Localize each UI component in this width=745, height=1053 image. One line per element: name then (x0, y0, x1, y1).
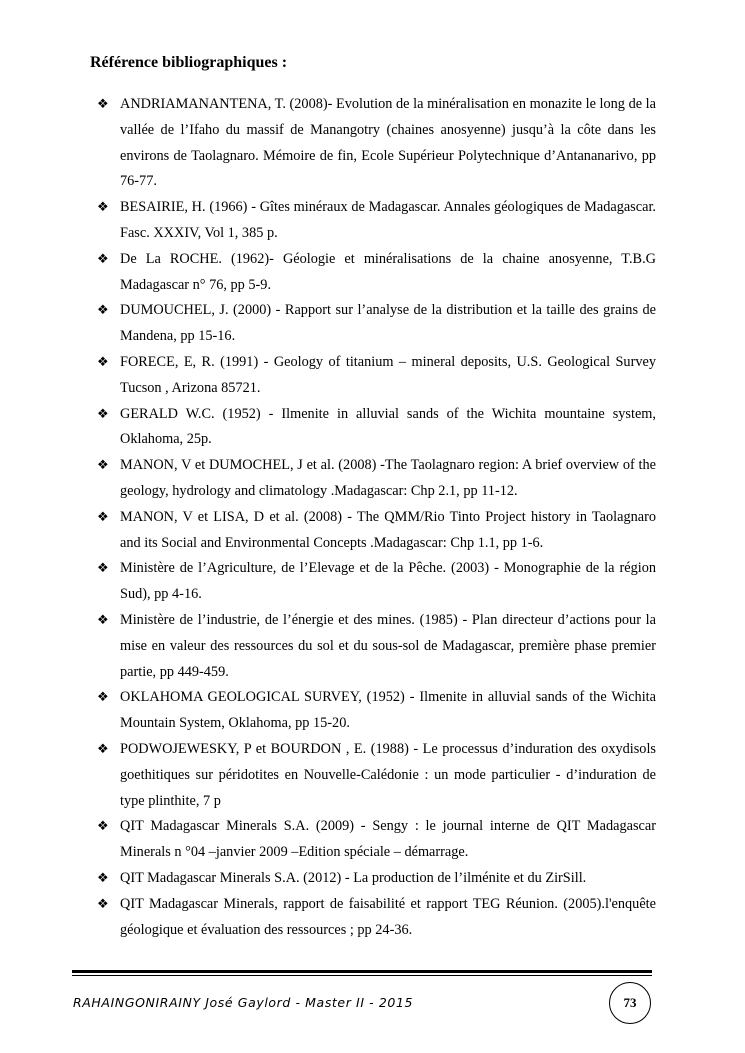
reference-item (97, 608, 656, 685)
reference-text: DUMOUCHEL, J. (2000) - Rapport sur l’analyse de la distribution et la taille des grains de Mandena, pp 15-16. (120, 302, 656, 345)
diamond-bullet-icon: ❖ (97, 896, 109, 912)
diamond-bullet-icon: ❖ (97, 354, 109, 370)
footer-author: RAHAINGONIRAINY José Gaylord - Master II - 2015 (73, 995, 414, 1010)
reference-item (97, 814, 656, 866)
reference-item (97, 350, 656, 402)
diamond-bullet-icon: ❖ (97, 251, 109, 267)
reference-item (97, 92, 656, 195)
reference-item (97, 402, 656, 454)
reference-item (97, 866, 656, 892)
reference-text: QIT Madagascar Minerals S.A. (2009) - Sengy : le journal interne de QIT Madagascar Minerals n °04 –janvier 2009 –Edition spéciale – démarrage. (120, 818, 656, 861)
diamond-bullet-icon: ❖ (97, 741, 109, 757)
diamond-bullet-icon: ❖ (97, 200, 109, 216)
reference-text: MANON, V et LISA, D et al. (2008) - The QMM/Rio Tinto Project history in Taolagnaro and its Social and Environmental Concepts .Madagascar: Chp 1.1, pp 1-6. (120, 508, 656, 551)
reference-item (97, 195, 656, 247)
reference-item (97, 737, 656, 814)
reference-text: MANON, V et DUMOCHEL, J et al. (2008) -The Taolagnaro region: A brief overview of the geology, hydrology and climatology .Madagascar: Chp 2.1, pp 11-12. (120, 457, 656, 499)
reference-text: Ministère de l’industrie, de l’énergie et des mines. (1985) - Plan directeur d’actions pour la mise en valeur des ressources du sol et du sous-sol de Madagascar, première phase premier partie, pp 449-459. (120, 611, 656, 680)
reference-item (97, 247, 656, 299)
reference-text: GERALD W.C. (1952) - Ilmenite in alluvial sands of the Wichita mountaine system, Oklahoma, 25p. (120, 405, 656, 448)
reference-item (97, 556, 656, 608)
diamond-bullet-icon: ❖ (97, 819, 109, 835)
page-number-badge (609, 982, 651, 1024)
reference-text: QIT Madagascar Minerals S.A. (2012) - La production de l’ilménite et du ZirSill. (120, 869, 587, 886)
reference-item (97, 505, 656, 557)
diamond-bullet-icon: ❖ (97, 406, 109, 422)
diamond-bullet-icon: ❖ (97, 97, 109, 112)
reference-text: PODWOJEWESKY, P et BOURDON , E. (1988) - Le processus d’induration des oxydisols goethitiques sur péridotites en Nouvelle-Calédonie : un mode particulier - d’induration de type plinthite, 7 p (120, 740, 656, 809)
diamond-bullet-icon: ❖ (97, 561, 109, 577)
footer-divider (72, 970, 652, 973)
reference-text: Ministère de l’Agriculture, de l’Elevage et de la Pêche. (2003) - Monographie de la région Sud), pp 4-16. (120, 560, 656, 603)
page-number: 73 (623, 995, 637, 1010)
diamond-bullet-icon: ❖ (97, 303, 109, 319)
reference-text: QIT Madagascar Minerals, rapport de faisabilité et rapport TEG Réunion. (2005).l'enquête géologique et évaluation des ressources ; pp 24-36. (120, 895, 656, 938)
reference-text: BESAIRIE, H. (1966) - Gîtes minéraux de Madagascar. Annales géologiques de Madagascar. Fasc. XXXIV, Vol 1, 385 p. (120, 199, 656, 241)
diamond-bullet-icon: ❖ (97, 690, 109, 706)
footer-divider-thin (72, 975, 652, 976)
reference-text: ANDRIAMANANTENA, T. (2008)- Evolution de la minéralisation en monazite le long de la vallée de l’Ifaho du massif de Manangotry (chaines anosyenne) jusqu’à la côte dans les environs de Taolagnaro. Mémoire de fin, Ecole Supérieur Polytechnique d’Antananarivo, pp 76-77. (120, 96, 656, 190)
reference-text: FORECE, E, R. (1991) - Geology of titanium – mineral deposits, U.S. Geological Survey Tucson , Arizona 85721. (120, 353, 656, 396)
diamond-bullet-icon: ❖ (97, 870, 109, 886)
reference-text: OKLAHOMA GEOLOGICAL SURVEY, (1952) - Ilmenite in alluvial sands of the Wichita Mountain System, Oklahoma, pp 15-20. (120, 689, 656, 732)
reference-item (97, 453, 656, 505)
diamond-bullet-icon: ❖ (97, 509, 109, 525)
reference-text: De La ROCHE. (1962)- Géologie et minéralisations de la chaine anosyenne, T.B.G Madagascar n° 76, pp 5-9. (120, 250, 656, 293)
reference-list (97, 92, 656, 943)
reference-item (97, 298, 656, 350)
diamond-bullet-icon: ❖ (97, 458, 109, 474)
page-heading: Référence bibliographiques : (90, 54, 288, 71)
reference-item (97, 892, 656, 944)
reference-item (97, 685, 656, 737)
diamond-bullet-icon: ❖ (97, 612, 109, 628)
